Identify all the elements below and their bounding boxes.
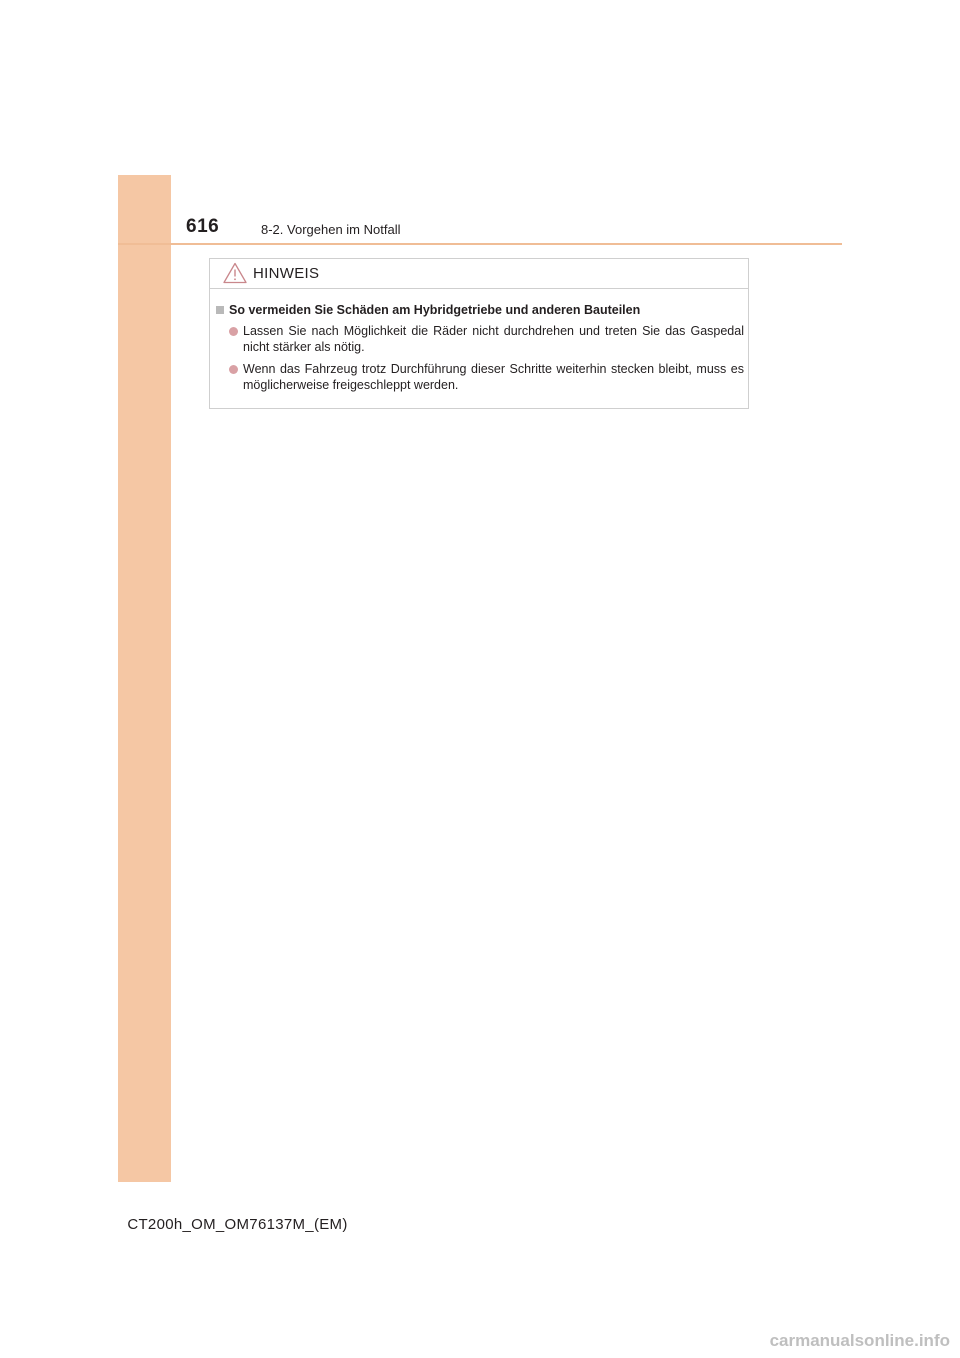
list-item [229,323,744,355]
section-title: 8-2. Vorgehen im Notfall [261,222,401,237]
list-item-text: Lassen Sie nach Möglichkeit die Räder nicht durchdrehen und treten Sie das Gaspedal nicht stärker als nötig. [243,324,744,354]
warning-triangle-icon [223,262,247,284]
manual-code: CT200h_OM_OM76137M_(EM) [127,1216,348,1233]
list-item [229,361,744,393]
notice-header [210,259,748,289]
notice-title: HINWEIS [253,265,320,282]
notice-box [209,258,749,409]
square-bullet-icon [216,306,224,314]
list-item-text: Wenn das Fahrzeug trotz Durchführung dieser Schritte weiterhin stecken bleibt, muss es möglicherweise freigeschleppt werden. [243,362,744,392]
page-number: 616 [186,216,220,237]
side-tab-band [118,175,171,1182]
bullet-dot-icon [229,327,238,336]
bullet-dot-icon [229,365,238,374]
header-rule [118,243,842,245]
watermark: carmanualsonline.info [769,1331,950,1350]
notice-subheading [216,303,741,317]
notice-subheading-text: So vermeiden Sie Schäden am Hybridgetriebe und anderen Bauteilen [229,303,641,317]
